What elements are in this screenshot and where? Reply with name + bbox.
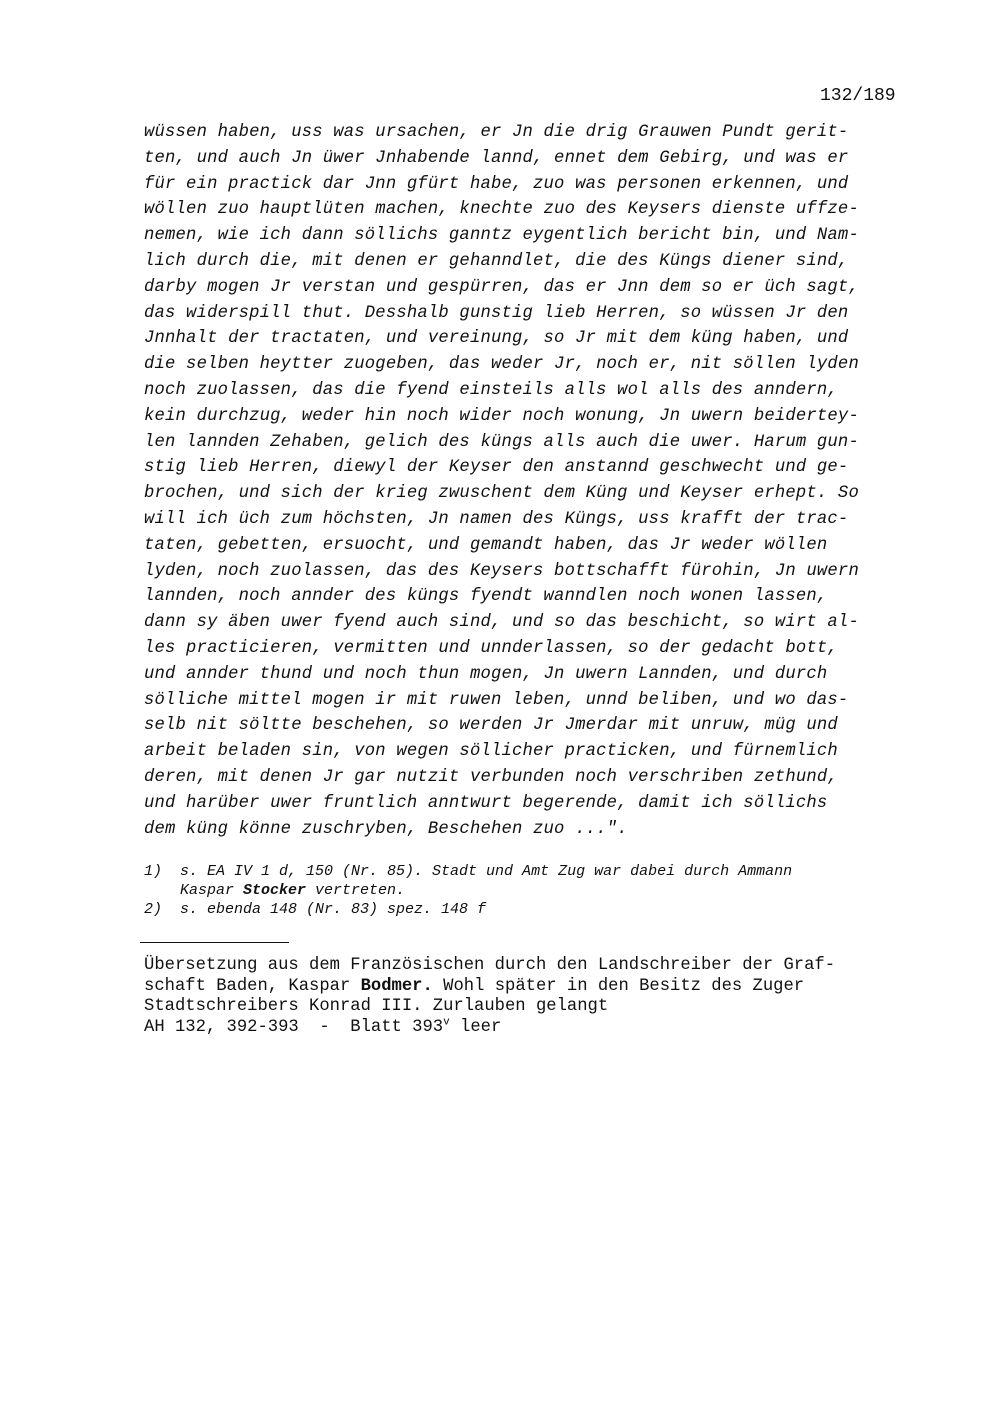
body-line: lannden, noch annder des küngs fyendt wanndlen noch wonen lassen, <box>144 587 828 607</box>
document-body-text <box>144 120 914 842</box>
footnote-2-line: 2) s. ebenda 148 (Nr. 83) spez. 148 f <box>144 901 487 918</box>
body-line: dann sy äben uwer fyend auch sind, und so das beschicht, so wirt al- <box>144 613 859 633</box>
source-line-2 <box>144 977 924 998</box>
verso-superscript: v <box>443 1015 450 1028</box>
footnote-1 <box>144 862 914 881</box>
source-note <box>144 956 924 1038</box>
body-line: will ich üch zum höchsten, Jn namen des Küngs, uss krafft der trac- <box>144 509 849 529</box>
source-bold-name: Bodmer. <box>360 976 433 996</box>
archive-reference: AH 132, 392-393 - Blatt 393 <box>144 1017 444 1037</box>
footnote-2 <box>144 900 914 919</box>
body-line: die selben heytter zuogeben, das weder Jr, noch er, nit söllen lyden <box>144 355 859 375</box>
body-line: Jnnhalt der tractaten, und vereinung, so Jr mit dem küng haben, und <box>144 329 849 349</box>
body-line: und annder thund und noch thun mogen, Jn uwern Lannden, und durch <box>144 664 828 684</box>
page-number: 132/189 <box>820 86 896 106</box>
source-line-4 <box>144 1015 924 1039</box>
body-line: kein durchzug, weder hin noch wider noch wonung, Jn uwern beiderteу- <box>144 406 859 426</box>
footnote-1-line-2-end: vertreten. <box>306 882 406 899</box>
body-line: wöllen zuo hauptlüten machen, knechte zuo des Keysers dienste uffze- <box>144 200 859 220</box>
source-line-2-end: Wohl später in den Besitz des Zuger <box>432 976 805 996</box>
body-line: das widerspill thut. Desshalb gunstig lieb Herren, so wüssen Jr den <box>144 303 849 323</box>
footnote-1-line-2-text: Kaspar <box>144 882 244 899</box>
body-line: taten, gebetten, ersuocht, und gemandt haben, das Jr weder wöllen <box>144 535 828 555</box>
footnote-1-bold-name: Stocker <box>243 882 307 899</box>
body-line: darby mogen Jr verstan und gespürren, das er Jnn dem so er üch sagt, <box>144 277 859 297</box>
body-line: nemen, wie ich dann söllichs ganntz eygentlich bericht bin, und Nam- <box>144 226 859 246</box>
archive-reference-end: leer <box>449 1017 502 1037</box>
footnote-1-continued <box>144 881 914 900</box>
source-line-2-text: schaft Baden, Kaspar <box>144 976 361 996</box>
body-line: stig lieb Herren, diewyl der Keyser den anstannd geschwecht und ge- <box>144 458 849 478</box>
body-line: les practicieren, vermitten und unnderlassen, so der gedacht bott, <box>144 638 838 658</box>
source-line-1: Übersetzung aus dem Französischen durch den Landschreiber der Graf- <box>144 956 836 975</box>
body-line: sölliche mittel mogen ir mit ruwen leben, unnd beliben, und wo das- <box>144 690 849 710</box>
body-line: und harüber uwer fruntlich anntwurt begerende, damit ich söllichs <box>144 793 828 813</box>
body-line: len lannden Zehaben, gelich des küngs alls auch die uwer. Harum gun- <box>144 432 859 452</box>
body-line: selb nit söltte beschehen, so werden Jr Jmerdar mit unruw, müg und <box>144 716 838 736</box>
separator-rule <box>140 942 289 943</box>
footnotes <box>144 862 914 919</box>
body-line: noch zuolassen, das die fyend einsteils alls wol alls des anndern, <box>144 380 838 400</box>
body-line: deren, mit denen Jr gar nutzit verbunden noch verschriben zethund, <box>144 767 838 787</box>
body-line: arbeit beladen sin, von wegen söllicher practicken, und fürnemlich <box>144 742 838 762</box>
body-line: ten, und auch Jn üwer Jnhabende lannd, ennet dem Gebirg, und was er <box>144 148 849 168</box>
source-line-3: Stadtschreibers Konrad III. Zurlauben gelangt <box>144 997 609 1016</box>
body-line: wüssen haben, uss was ursachen, er Jn die drig Grauwen Pundt gerit- <box>144 123 849 142</box>
body-line: dem küng könne zuschryben, Beschehen zuo ...". <box>144 819 628 839</box>
footnote-1-line-1: 1) s. EA IV 1 d, 150 (Nr. 85). Stadt und Amt Zug war dabei durch Ammann <box>144 863 793 880</box>
body-line: brochen, und sich der krieg zwuschent dem Küng und Keyser erhept. So <box>144 484 859 504</box>
body-line: lyden, noch zuolassen, das des Keysers bottschafft fürohin, Jn uwern <box>144 561 859 581</box>
body-line: für ein practick dar Jnn gfürt habe, zuo was personen erkennen, und <box>144 174 849 194</box>
body-line: lich durch die, mit denen er gehanndlet, die des Küngs diener sind, <box>144 251 849 271</box>
